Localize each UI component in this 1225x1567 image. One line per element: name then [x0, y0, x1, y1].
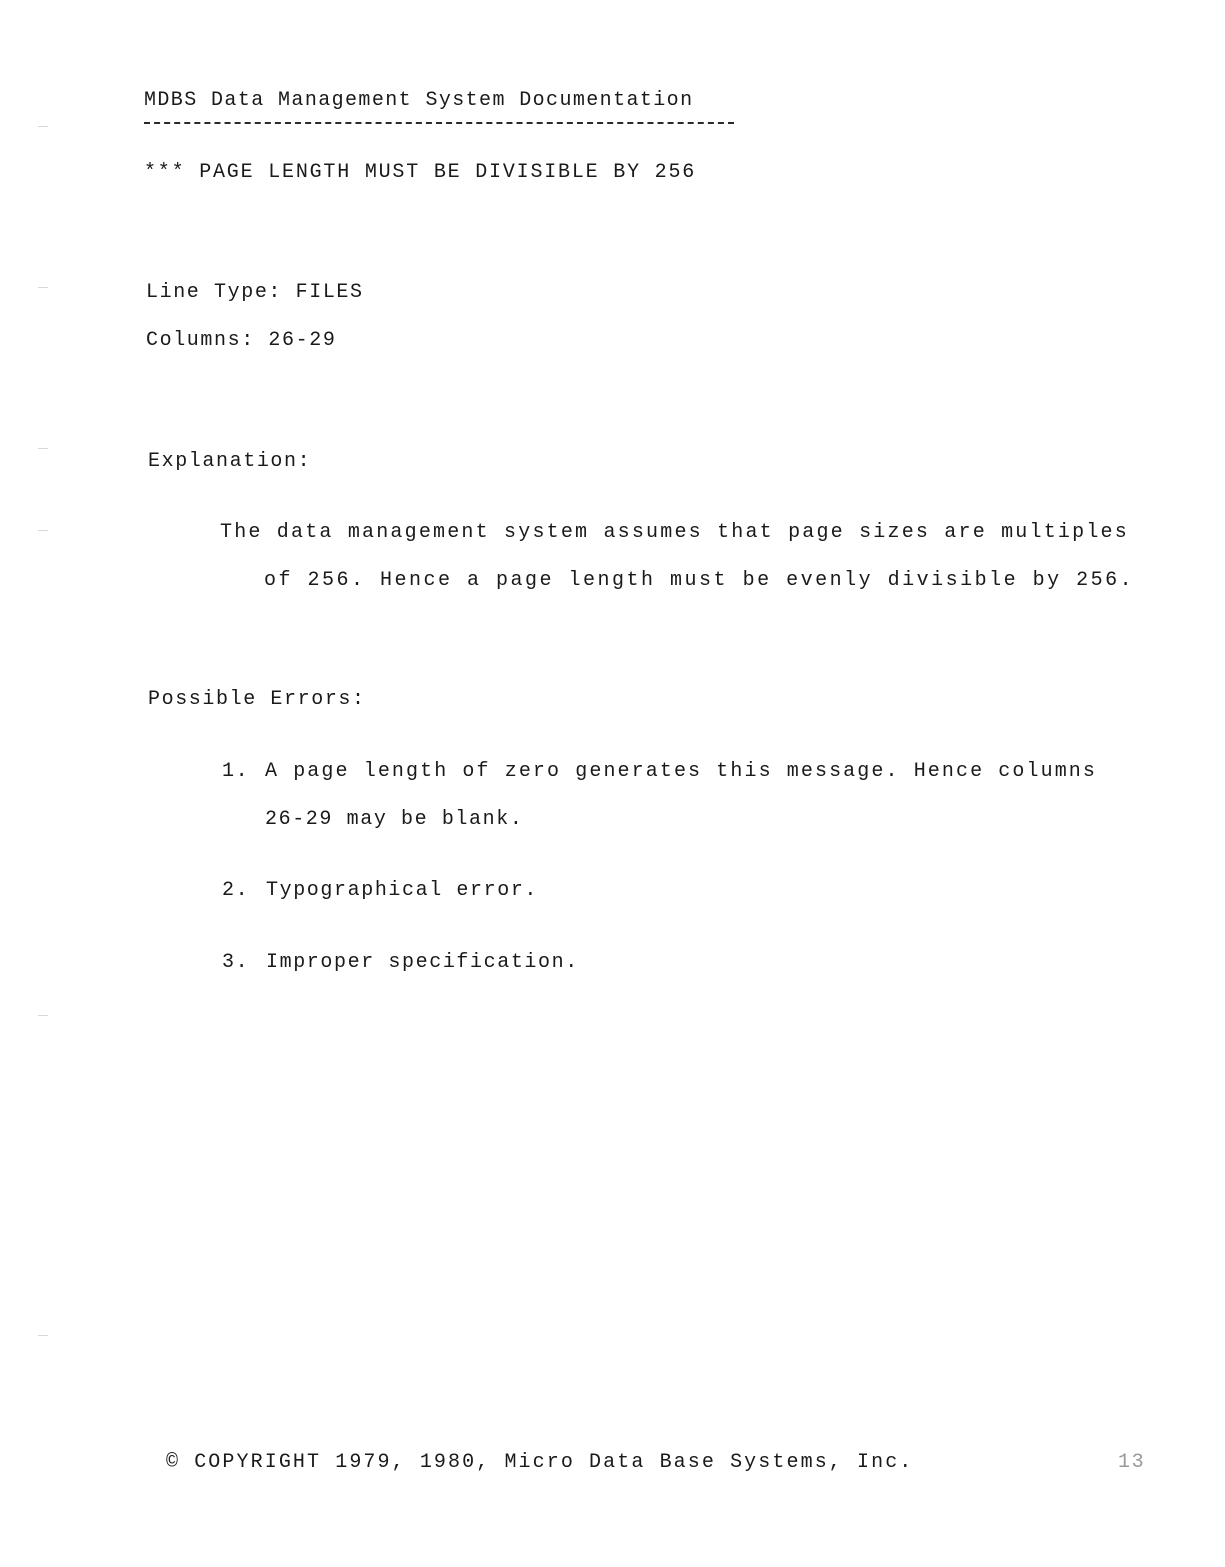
margin-mark — [38, 1335, 48, 1336]
explanation-line-2: of 256. Hence a page length must be evenly divisible by 256. — [264, 569, 1135, 592]
error-item-number: 1. — [222, 760, 250, 783]
margin-mark — [38, 126, 48, 127]
margin-mark — [38, 448, 48, 449]
error-item-text: Typographical error. — [266, 879, 539, 902]
error-item-number: 3. — [222, 951, 250, 974]
explanation-line-1: The data management system assumes that page sizes are multiples — [220, 521, 1129, 544]
document-header-title: MDBS Data Management System Documentation — [144, 89, 694, 112]
error-item-text: A page length of zero generates this message. Hence columns — [265, 760, 1098, 783]
error-item-text: Improper specification. — [266, 951, 579, 974]
line-type: Line Type: FILES — [146, 281, 364, 304]
margin-mark — [38, 530, 48, 531]
header-underline — [144, 122, 734, 124]
error-item-number: 2. — [222, 879, 250, 902]
columns: Columns: 26-29 — [146, 329, 337, 352]
explanation-heading: Explanation: — [148, 450, 312, 473]
margin-mark — [38, 1015, 48, 1016]
error-message: *** PAGE LENGTH MUST BE DIVISIBLE BY 256 — [144, 161, 697, 184]
margin-mark — [38, 287, 48, 288]
page-number: 13 — [1118, 1451, 1146, 1474]
copyright-footer: © COPYRIGHT 1979, 1980, Micro Data Base Systems, Inc. — [166, 1451, 914, 1474]
error-item-text-continued: 26-29 may be blank. — [265, 808, 524, 831]
possible-errors-heading: Possible Errors: — [148, 688, 366, 711]
